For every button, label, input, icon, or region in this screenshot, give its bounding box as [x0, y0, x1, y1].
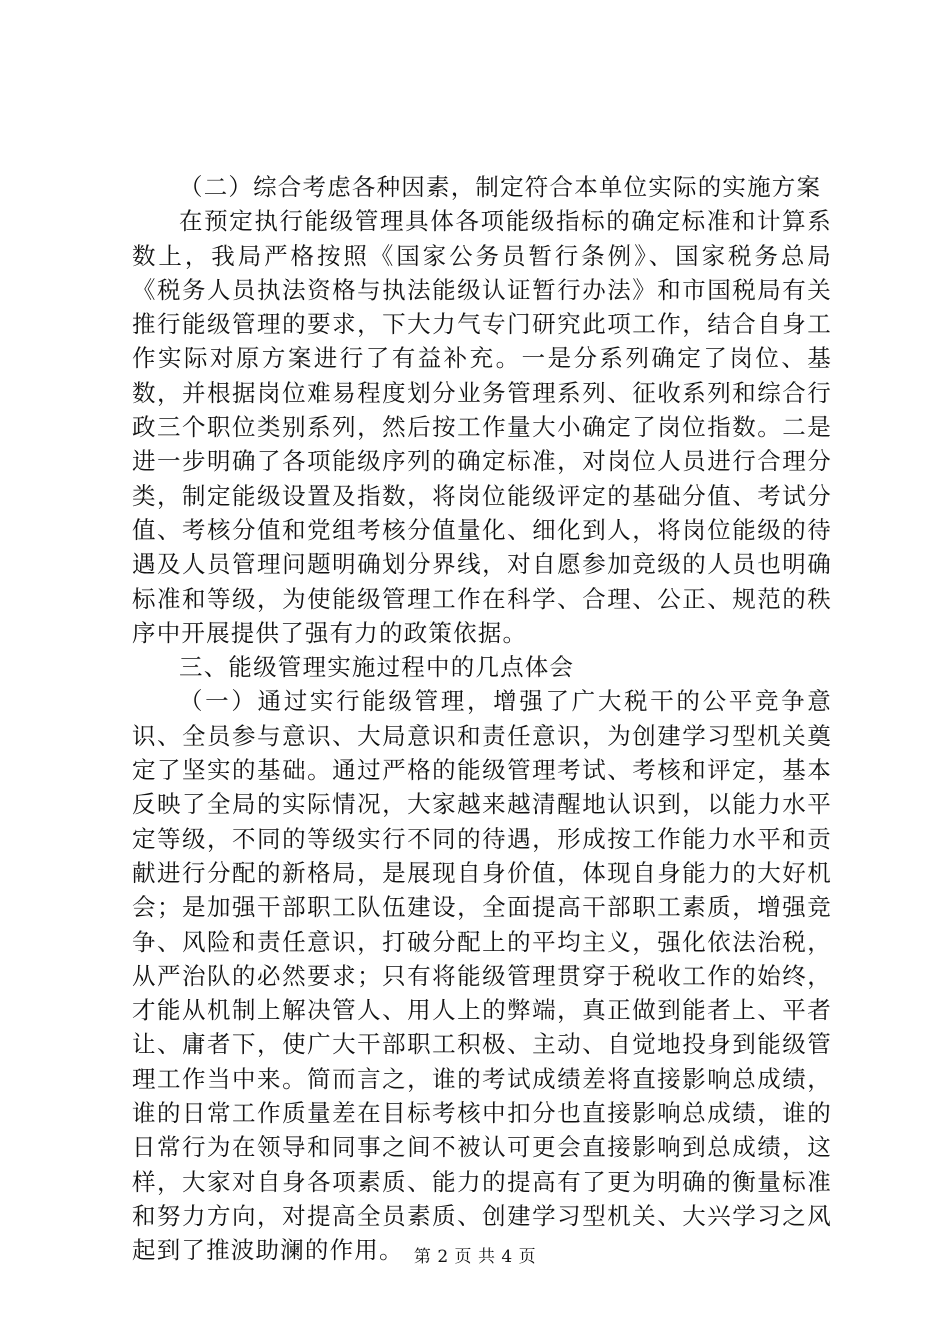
document-body — [132, 170, 832, 1268]
body-paragraph: 在预定执行能级管理具体各项能级指标的确定标准和计算系数上，我局严格按照《国家公务员暂行条例》、国家税务总局《税务人员执法资格与执法能级认证暂行办法》和市国税局有关推行能级管理的要求，下大力气专门研究此项工作，结合自身工作实际对原方案进行了有益补充。一是分系列确定了岗位、基数，并根据岗位难易程度划分业务管理系列、征收系列和综合行政三个职位类别系列，然后按工作量大小确定了岗位指数。二是进一步明确了各项能级序列的确定标准，对岗位人员进行合理分类，制定能级设置及指数，将岗位能级评定的基础分值、考试分值、考核分值和党组考核分值量化、细化到人，将岗位能级的待遇及人员管理问题明确划分界线，对自愿参加竞级的人员也明确标准和等级，为使能级管理工作在科学、合理、公正、规范的秩序中开展提供了强有力的政策依据。 — [132, 207, 832, 647]
body-paragraph: （一）通过实行能级管理，增强了广大税干的公平竞争意识、全员参与意识、大局意识和责任意识，为创建学习型机关奠定了坚实的基础。通过严格的能级管理考试、考核和评定，基本反映了全局的实际情况，大家越来越清醒地认识到，以能力水平定等级，不同的等级实行不同的待遇，形成按工作能力水平和贡献进行分配的新格局，是展现自身价值，体现自身能力的大好机会；是加强干部职工队伍建设，全面提高干部职工素质，增强竞争、风险和责任意识，打破分配上的平均主义，强化依法治税，从严治队的必然要求；只有将能级管理贯穿于税收工作的始终，才能从机制上解决管人、用人上的弊端，真正做到能者上、平者让、庸者下，使广大干部职工积极、主动、自觉地投身到能级管理工作当中来。简而言之，谁的考试成绩差将直接影响总成绩，谁的日常工作质量差在目标考核中扣分也直接影响总成绩，谁的日常行为在领导和同事之间不被认可更会直接影响到总成绩，这样，大家对自身各项素质、能力的提高有了更为明确的衡量标准和努力方向，对提高全员素质、创建学习型机关、大兴学习之风起到了推波助澜的作用。 — [132, 687, 832, 1265]
section-heading-3: 三、能级管理实施过程中的几点体会 — [179, 653, 575, 682]
page-number-footer: 第 2 页 共 4 页 — [413, 1247, 537, 1267]
section-heading-2: （二）综合考虑各种因素，制定符合本单位实际的实施方案 — [179, 173, 822, 201]
